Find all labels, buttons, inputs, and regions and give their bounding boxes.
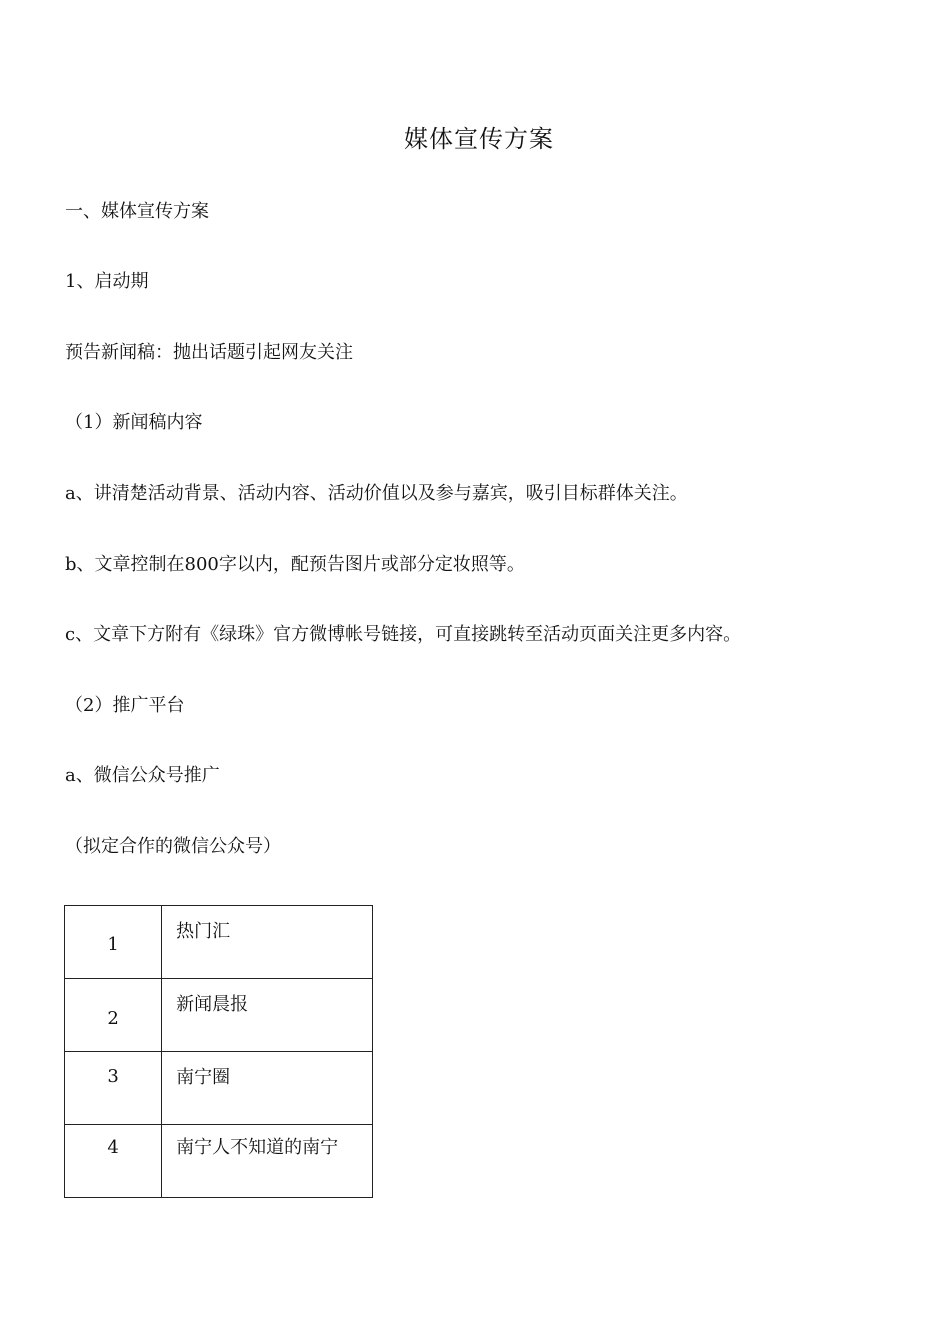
phase-heading: 1、启动期	[65, 271, 149, 292]
row-number-cell	[65, 1125, 162, 1198]
table-row	[65, 1052, 373, 1125]
item-b: b、文章控制在800字以内，配预告图片或部分定妆照等。	[65, 554, 525, 575]
account-name: 热门汇	[176, 921, 231, 942]
preview-press-line: 预告新闻稿：抛出话题引起网友关注	[65, 342, 353, 363]
account-name: 南宁人不知道的南宁	[176, 1137, 339, 1158]
table-row	[65, 1125, 373, 1198]
section-heading: 一、媒体宣传方案	[65, 201, 209, 222]
platform-note: （拟定合作的微信公众号）	[65, 836, 281, 857]
row-number-cell	[65, 1052, 162, 1125]
row-number: 2	[107, 1008, 119, 1029]
account-name-cell	[162, 906, 373, 979]
table-row	[65, 979, 373, 1052]
table-row	[65, 906, 373, 979]
row-number: 1	[107, 934, 119, 955]
account-name: 南宁圈	[176, 1067, 231, 1088]
account-name-cell	[162, 1052, 373, 1125]
row-number-cell	[65, 906, 162, 979]
account-name-cell	[162, 979, 373, 1052]
account-name-cell	[162, 1125, 373, 1198]
row-number: 3	[107, 1066, 119, 1087]
platform-a: a、微信公众号推广	[65, 765, 220, 786]
item-a: a、讲清楚活动背景、活动内容、活动价值以及参与嘉宾，吸引目标群体关注。	[65, 483, 688, 504]
wechat-accounts-table	[64, 905, 373, 1198]
sub1-heading: （1）新闻稿内容	[65, 412, 203, 433]
row-number-cell	[65, 979, 162, 1052]
account-name: 新闻晨报	[176, 994, 249, 1015]
row-number: 4	[107, 1137, 119, 1158]
document-title: 媒体宣传方案	[404, 125, 554, 153]
item-c: c、文章下方附有《绿珠》官方微博帐号链接，可直接跳转至活动页面关注更多内容。	[65, 624, 742, 645]
sub2-heading: （2）推广平台	[65, 695, 185, 716]
